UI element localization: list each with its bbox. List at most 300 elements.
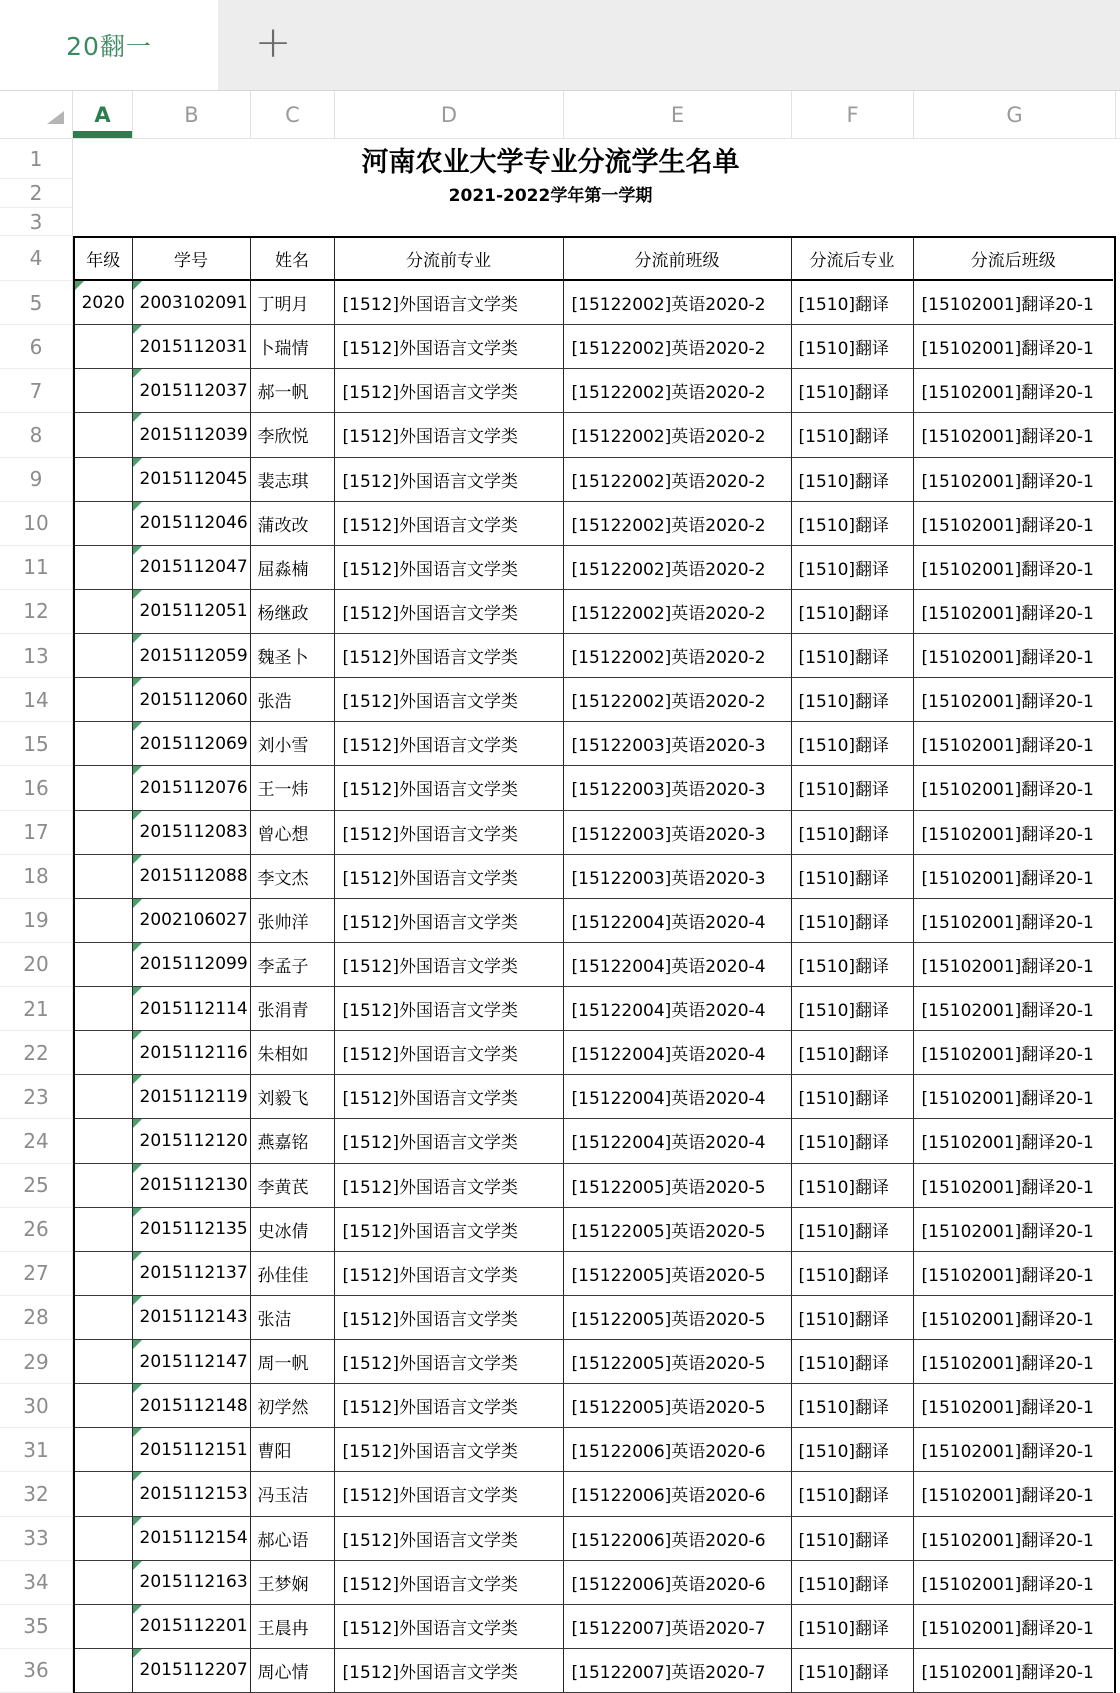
cell-grade[interactable] bbox=[75, 943, 133, 987]
cell-before-major[interactable]: [1512]外国语言文学类 bbox=[335, 325, 564, 369]
cell-after-major[interactable]: [1510]翻译 bbox=[792, 1340, 914, 1384]
cell-before-class[interactable]: [15122005]英语2020-5 bbox=[564, 1252, 792, 1296]
row-number-3[interactable]: 3 bbox=[0, 208, 72, 236]
cell-before-class[interactable]: [15122002]英语2020-2 bbox=[564, 413, 792, 457]
row-number-21[interactable]: 21 bbox=[0, 987, 72, 1031]
cell-after-class[interactable]: [15102001]翻译20-1 bbox=[914, 1075, 1114, 1119]
cell-after-major[interactable]: [1510]翻译 bbox=[792, 1605, 914, 1649]
table-row bbox=[75, 590, 1114, 634]
cell-student-id[interactable]: 2015112116 bbox=[133, 1031, 251, 1075]
cell-before-class[interactable]: [15122002]英语2020-2 bbox=[564, 546, 792, 590]
cell-after-class[interactable]: [15102001]翻译20-1 bbox=[914, 1296, 1114, 1340]
cell-student-id[interactable]: 2015112201 bbox=[133, 1605, 251, 1649]
cell-after-major[interactable]: [1510]翻译 bbox=[792, 502, 914, 546]
cell-before-major[interactable]: [1512]外国语言文学类 bbox=[335, 678, 564, 722]
cell-name[interactable]: 李欣悦 bbox=[251, 413, 335, 457]
cell-student-id[interactable]: 2015112060 bbox=[133, 678, 251, 722]
cell-student-id[interactable]: 2015112153 bbox=[133, 1472, 251, 1516]
add-sheet-button[interactable] bbox=[218, 0, 328, 90]
cell-name[interactable]: 李黄芪 bbox=[251, 1164, 335, 1208]
stored-as-text-indicator-icon bbox=[133, 546, 142, 555]
cell-grade[interactable] bbox=[75, 369, 133, 413]
cell-name[interactable]: 裴志琪 bbox=[251, 458, 335, 502]
cell-after-major[interactable]: [1510]翻译 bbox=[792, 1296, 914, 1340]
cell-student-id[interactable]: 2015112088 bbox=[133, 855, 251, 899]
cell-after-class[interactable]: [15102001]翻译20-1 bbox=[914, 1428, 1114, 1472]
cell-name[interactable]: 屈淼楠 bbox=[251, 546, 335, 590]
row-number-2[interactable]: 2 bbox=[0, 179, 72, 208]
cell-after-class[interactable]: [15102001]翻译20-1 bbox=[914, 413, 1114, 457]
cell-student-id[interactable]: 2015112147 bbox=[133, 1340, 251, 1384]
cell-before-major[interactable]: [1512]外国语言文学类 bbox=[335, 1208, 564, 1252]
cell-before-major[interactable]: [1512]外国语言文学类 bbox=[335, 1428, 564, 1472]
cell-before-class[interactable]: [15122006]英语2020-6 bbox=[564, 1428, 792, 1472]
cell-after-class[interactable]: [15102001]翻译20-1 bbox=[914, 899, 1114, 943]
cell-grade[interactable] bbox=[75, 458, 133, 502]
cell-before-class[interactable]: [15122007]英语2020-7 bbox=[564, 1649, 792, 1693]
cell-after-major[interactable]: [1510]翻译 bbox=[792, 855, 914, 899]
cell-after-major[interactable]: [1510]翻译 bbox=[792, 722, 914, 766]
row-number-12[interactable]: 12 bbox=[0, 590, 72, 634]
cell-before-class[interactable]: [15122006]英语2020-6 bbox=[564, 1472, 792, 1516]
row-number-7[interactable]: 7 bbox=[0, 369, 72, 413]
row-number-5[interactable]: 5 bbox=[0, 281, 72, 325]
cell-before-class[interactable]: [15122005]英语2020-5 bbox=[564, 1384, 792, 1428]
cell-name[interactable]: 曾心想 bbox=[251, 811, 335, 855]
cell-after-major[interactable]: [1510]翻译 bbox=[792, 1075, 914, 1119]
cell-after-major[interactable]: [1510]翻译 bbox=[792, 1119, 914, 1163]
row-number-18[interactable]: 18 bbox=[0, 855, 72, 899]
cell-name[interactable]: 张浩 bbox=[251, 678, 335, 722]
row-number-35[interactable]: 35 bbox=[0, 1605, 72, 1649]
cell-after-class[interactable]: [15102001]翻译20-1 bbox=[914, 1208, 1114, 1252]
column-header-7[interactable]: 分流后班级 bbox=[914, 238, 1114, 281]
cell-grade[interactable] bbox=[75, 1340, 133, 1384]
cell-after-major[interactable]: [1510]翻译 bbox=[792, 458, 914, 502]
cell-before-class[interactable]: [15122002]英语2020-2 bbox=[564, 281, 792, 325]
empty-row-3[interactable] bbox=[73, 208, 1120, 236]
cell-name[interactable]: 孙佳佳 bbox=[251, 1252, 335, 1296]
cell-before-major[interactable]: [1512]外国语言文学类 bbox=[335, 590, 564, 634]
column-letter-A[interactable]: A bbox=[73, 91, 133, 138]
cell-student-id[interactable]: 2015112045 bbox=[133, 458, 251, 502]
cell-name[interactable]: 燕嘉铭 bbox=[251, 1119, 335, 1163]
cell-before-class[interactable]: [15122002]英语2020-2 bbox=[564, 678, 792, 722]
cell-before-class[interactable]: [15122004]英语2020-4 bbox=[564, 1119, 792, 1163]
cell-after-class[interactable]: [15102001]翻译20-1 bbox=[914, 325, 1114, 369]
cell-student-id[interactable]: 2015112114 bbox=[133, 987, 251, 1031]
cell-name[interactable]: 李文杰 bbox=[251, 855, 335, 899]
cell-name[interactable]: 王一炜 bbox=[251, 766, 335, 810]
cell-grade[interactable] bbox=[75, 1075, 133, 1119]
cell-after-class[interactable]: [15102001]翻译20-1 bbox=[914, 458, 1114, 502]
table-row bbox=[75, 1075, 1114, 1119]
cell-grade[interactable] bbox=[75, 1296, 133, 1340]
cell-before-class[interactable]: [15122002]英语2020-2 bbox=[564, 458, 792, 502]
cell-after-major[interactable]: [1510]翻译 bbox=[792, 1252, 914, 1296]
table-body bbox=[75, 281, 1114, 1693]
stored-as-text-indicator-icon bbox=[133, 634, 142, 643]
cell-after-class[interactable]: [15102001]翻译20-1 bbox=[914, 1517, 1114, 1561]
select-all-triangle-icon bbox=[47, 111, 64, 124]
cell-student-id[interactable]: 2015112076 bbox=[133, 766, 251, 810]
cell-after-major[interactable]: [1510]翻译 bbox=[792, 987, 914, 1031]
column-header-4[interactable]: 分流前专业 bbox=[335, 238, 564, 281]
cell-name[interactable]: 李孟子 bbox=[251, 943, 335, 987]
cell-grade[interactable] bbox=[75, 855, 133, 899]
cell-after-major[interactable]: [1510]翻译 bbox=[792, 1384, 914, 1428]
cell-grade[interactable] bbox=[75, 1428, 133, 1472]
row-number-24[interactable]: 24 bbox=[0, 1119, 72, 1163]
row-number-11[interactable]: 11 bbox=[0, 546, 72, 590]
cell-after-major[interactable]: [1510]翻译 bbox=[792, 369, 914, 413]
cell-after-class[interactable]: [15102001]翻译20-1 bbox=[914, 987, 1114, 1031]
row-number-8[interactable]: 8 bbox=[0, 413, 72, 457]
cell-after-major[interactable]: [1510]翻译 bbox=[792, 899, 914, 943]
cell-before-major[interactable]: [1512]外国语言文学类 bbox=[335, 281, 564, 325]
cell-before-major[interactable]: [1512]外国语言文学类 bbox=[335, 369, 564, 413]
cell-name[interactable]: 朱相如 bbox=[251, 1031, 335, 1075]
cell-grade[interactable] bbox=[75, 1252, 133, 1296]
cell-before-class[interactable]: [15122007]英语2020-7 bbox=[564, 1605, 792, 1649]
cell-before-class[interactable]: [15122002]英语2020-2 bbox=[564, 369, 792, 413]
cell-before-class[interactable]: [15122004]英语2020-4 bbox=[564, 899, 792, 943]
row-number-36[interactable]: 36 bbox=[0, 1649, 72, 1693]
row-number-26[interactable]: 26 bbox=[0, 1208, 72, 1252]
cell-before-class[interactable]: [15122006]英语2020-6 bbox=[564, 1517, 792, 1561]
cell-name[interactable]: 初学然 bbox=[251, 1384, 335, 1428]
cell-grade[interactable] bbox=[75, 1472, 133, 1516]
column-header-5[interactable]: 分流前班级 bbox=[564, 238, 792, 281]
cell-grade[interactable] bbox=[75, 899, 133, 943]
cell-student-id[interactable]: 2015112137 bbox=[133, 1252, 251, 1296]
cell-after-major[interactable]: [1510]翻译 bbox=[792, 590, 914, 634]
cell-after-major[interactable]: [1510]翻译 bbox=[792, 1561, 914, 1605]
cell-after-major[interactable]: [1510]翻译 bbox=[792, 1428, 914, 1472]
cell-after-class[interactable]: [15102001]翻译20-1 bbox=[914, 502, 1114, 546]
cell-name[interactable]: 魏圣卜 bbox=[251, 634, 335, 678]
cell-after-class[interactable]: [15102001]翻译20-1 bbox=[914, 766, 1114, 810]
cell-before-major[interactable]: [1512]外国语言文学类 bbox=[335, 1119, 564, 1163]
cell-student-id[interactable]: 2015112120 bbox=[133, 1119, 251, 1163]
select-all-corner[interactable] bbox=[0, 91, 73, 138]
cell-before-class[interactable]: [15122002]英语2020-2 bbox=[564, 590, 792, 634]
cell-after-major[interactable]: [1510]翻译 bbox=[792, 1517, 914, 1561]
cell-student-id[interactable]: 2003102091 bbox=[133, 281, 251, 325]
cell-grade[interactable] bbox=[75, 1517, 133, 1561]
cell-after-class[interactable]: [15102001]翻译20-1 bbox=[914, 546, 1114, 590]
cell-before-major[interactable]: [1512]外国语言文学类 bbox=[335, 634, 564, 678]
stored-as-text-indicator-icon bbox=[133, 1605, 142, 1614]
cell-after-major[interactable]: [1510]翻译 bbox=[792, 281, 914, 325]
column-header-1[interactable]: 年级 bbox=[75, 238, 133, 281]
row-number-13[interactable]: 13 bbox=[0, 634, 72, 678]
cell-name[interactable]: 郝心语 bbox=[251, 1517, 335, 1561]
cell-after-class[interactable]: [15102001]翻译20-1 bbox=[914, 1649, 1114, 1693]
column-header-3[interactable]: 姓名 bbox=[251, 238, 335, 281]
stored-as-text-indicator-icon bbox=[133, 413, 142, 422]
column-letter-F[interactable]: F bbox=[792, 91, 914, 138]
cell-name[interactable]: 王梦娴 bbox=[251, 1561, 335, 1605]
table-row bbox=[75, 1208, 1114, 1252]
cell-before-class[interactable]: [15122004]英语2020-4 bbox=[564, 943, 792, 987]
cell-student-id[interactable]: 2015112119 bbox=[133, 1075, 251, 1119]
row-number-31[interactable]: 31 bbox=[0, 1428, 72, 1472]
cell-after-class[interactable]: [15102001]翻译20-1 bbox=[914, 1384, 1114, 1428]
cell-name[interactable]: 王晨冉 bbox=[251, 1605, 335, 1649]
cell-grade[interactable] bbox=[75, 1208, 133, 1252]
cell-before-major[interactable]: [1512]外国语言文学类 bbox=[335, 1605, 564, 1649]
column-letter-D[interactable]: D bbox=[335, 91, 564, 138]
cell-grade[interactable] bbox=[75, 766, 133, 810]
cell-before-major[interactable]: [1512]外国语言文学类 bbox=[335, 943, 564, 987]
stored-as-text-indicator-icon bbox=[75, 281, 84, 290]
stored-as-text-indicator-icon bbox=[133, 1119, 142, 1128]
cell-after-major[interactable]: [1510]翻译 bbox=[792, 634, 914, 678]
cell-grade[interactable] bbox=[75, 502, 133, 546]
cell-after-class[interactable]: [15102001]翻译20-1 bbox=[914, 811, 1114, 855]
cell-before-class[interactable]: [15122003]英语2020-3 bbox=[564, 722, 792, 766]
column-header-2[interactable]: 学号 bbox=[133, 238, 251, 281]
sheet-subtitle-cell[interactable] bbox=[73, 179, 1120, 208]
row-number-27[interactable]: 27 bbox=[0, 1252, 72, 1296]
cell-before-major[interactable]: [1512]外国语言文学类 bbox=[335, 1252, 564, 1296]
cell-before-major[interactable]: [1512]外国语言文学类 bbox=[335, 1517, 564, 1561]
cell-after-class[interactable]: [15102001]翻译20-1 bbox=[914, 1605, 1114, 1649]
row-number-17[interactable]: 17 bbox=[0, 811, 72, 855]
cell-after-major[interactable]: [1510]翻译 bbox=[792, 1472, 914, 1516]
cell-before-class[interactable]: [15122005]英语2020-5 bbox=[564, 1164, 792, 1208]
cell-before-major[interactable]: [1512]外国语言文学类 bbox=[335, 899, 564, 943]
cell-name[interactable]: 刘毅飞 bbox=[251, 1075, 335, 1119]
cell-name[interactable]: 郝一帆 bbox=[251, 369, 335, 413]
cell-after-class[interactable]: [15102001]翻译20-1 bbox=[914, 943, 1114, 987]
cell-before-major[interactable]: [1512]外国语言文学类 bbox=[335, 1031, 564, 1075]
cell-grade[interactable] bbox=[75, 325, 133, 369]
cell-after-class[interactable]: [15102001]翻译20-1 bbox=[914, 855, 1114, 899]
sheet-tab-active[interactable] bbox=[0, 0, 218, 90]
cell-student-id[interactable]: 2015112059 bbox=[133, 634, 251, 678]
cell-after-major[interactable]: [1510]翻译 bbox=[792, 325, 914, 369]
cell-after-class[interactable]: [15102001]翻译20-1 bbox=[914, 722, 1114, 766]
cell-grade[interactable] bbox=[75, 1119, 133, 1163]
row-number-28[interactable]: 28 bbox=[0, 1296, 72, 1340]
cell-student-id[interactable]: 2015112135 bbox=[133, 1208, 251, 1252]
cell-name[interactable]: 张涓青 bbox=[251, 987, 335, 1031]
cell-name[interactable]: 曹阳 bbox=[251, 1428, 335, 1472]
cell-grade[interactable] bbox=[75, 590, 133, 634]
cell-before-class[interactable]: [15122002]英语2020-2 bbox=[564, 634, 792, 678]
cell-grade[interactable] bbox=[75, 546, 133, 590]
column-header-strip bbox=[0, 91, 1120, 139]
column-letters bbox=[73, 91, 1116, 138]
cell-grade[interactable] bbox=[75, 1605, 133, 1649]
cell-grade[interactable]: 2020 bbox=[75, 281, 133, 325]
cell-after-major[interactable]: [1510]翻译 bbox=[792, 1164, 914, 1208]
cell-before-major[interactable]: [1512]外国语言文学类 bbox=[335, 1384, 564, 1428]
cell-before-class[interactable]: [15122004]英语2020-4 bbox=[564, 1075, 792, 1119]
table-row bbox=[75, 1605, 1114, 1649]
column-header-6[interactable]: 分流后专业 bbox=[792, 238, 914, 281]
cell-after-class[interactable]: [15102001]翻译20-1 bbox=[914, 634, 1114, 678]
cell-before-major[interactable]: [1512]外国语言文学类 bbox=[335, 458, 564, 502]
cell-before-major[interactable]: [1512]外国语言文学类 bbox=[335, 546, 564, 590]
column-letter-E[interactable]: E bbox=[564, 91, 792, 138]
cell-grade[interactable] bbox=[75, 413, 133, 457]
cell-before-class[interactable]: [15122004]英语2020-4 bbox=[564, 1031, 792, 1075]
cell-name[interactable]: 张洁 bbox=[251, 1296, 335, 1340]
row-number-6[interactable]: 6 bbox=[0, 325, 72, 369]
row-number-9[interactable]: 9 bbox=[0, 458, 72, 502]
cell-grade[interactable] bbox=[75, 1561, 133, 1605]
row-number-32[interactable]: 32 bbox=[0, 1472, 72, 1516]
row-number-34[interactable]: 34 bbox=[0, 1561, 72, 1605]
cell-student-id[interactable]: 2015112047 bbox=[133, 546, 251, 590]
cell-student-id[interactable]: 2015112130 bbox=[133, 1164, 251, 1208]
row-number-14[interactable]: 14 bbox=[0, 678, 72, 722]
cell-before-major[interactable]: [1512]外国语言文学类 bbox=[335, 987, 564, 1031]
cell-before-class[interactable]: [15122005]英语2020-5 bbox=[564, 1208, 792, 1252]
table-row bbox=[75, 325, 1114, 369]
row-number-15[interactable]: 15 bbox=[0, 722, 72, 766]
cell-before-class[interactable]: [15122003]英语2020-3 bbox=[564, 766, 792, 810]
cell-student-id[interactable]: 2015112151 bbox=[133, 1428, 251, 1472]
row-number-33[interactable]: 33 bbox=[0, 1517, 72, 1561]
cell-student-id[interactable]: 2015112163 bbox=[133, 1561, 251, 1605]
table-row bbox=[75, 1340, 1114, 1384]
cell-before-major[interactable]: [1512]外国语言文学类 bbox=[335, 413, 564, 457]
cell-name[interactable]: 周心情 bbox=[251, 1649, 335, 1693]
cell-before-major[interactable]: [1512]外国语言文学类 bbox=[335, 811, 564, 855]
cell-after-class[interactable]: [15102001]翻译20-1 bbox=[914, 1252, 1114, 1296]
cell-student-id[interactable]: 2015112148 bbox=[133, 1384, 251, 1428]
cell-student-id[interactable]: 2015112099 bbox=[133, 943, 251, 987]
cell-grade[interactable] bbox=[75, 1164, 133, 1208]
cell-before-major[interactable]: [1512]外国语言文学类 bbox=[335, 766, 564, 810]
cell-before-major[interactable]: [1512]外国语言文学类 bbox=[335, 1649, 564, 1693]
cell-before-major[interactable]: [1512]外国语言文学类 bbox=[335, 1075, 564, 1119]
column-letter-B[interactable]: B bbox=[133, 91, 251, 138]
cell-grade[interactable] bbox=[75, 634, 133, 678]
cell-grade[interactable] bbox=[75, 811, 133, 855]
row-number-30[interactable]: 30 bbox=[0, 1384, 72, 1428]
cell-grade[interactable] bbox=[75, 1031, 133, 1075]
cell-grade[interactable] bbox=[75, 678, 133, 722]
column-letter-G[interactable]: G bbox=[914, 91, 1116, 138]
cell-student-id[interactable]: 2015112069 bbox=[133, 722, 251, 766]
cell-after-major[interactable]: [1510]翻译 bbox=[792, 1649, 914, 1693]
cell-after-major[interactable]: [1510]翻译 bbox=[792, 1031, 914, 1075]
row-number-23[interactable]: 23 bbox=[0, 1075, 72, 1119]
cell-before-major[interactable]: [1512]外国语言文学类 bbox=[335, 502, 564, 546]
cell-grade[interactable] bbox=[75, 722, 133, 766]
row-number-1[interactable]: 1 bbox=[0, 139, 72, 179]
stored-as-text-indicator-icon bbox=[133, 458, 142, 467]
row-number-29[interactable]: 29 bbox=[0, 1340, 72, 1384]
cell-student-id[interactable]: 2015112031 bbox=[133, 325, 251, 369]
cell-after-class[interactable]: [15102001]翻译20-1 bbox=[914, 590, 1114, 634]
row-number-22[interactable]: 22 bbox=[0, 1031, 72, 1075]
cell-name[interactable]: 刘小雪 bbox=[251, 722, 335, 766]
cell-name[interactable]: 蒲改改 bbox=[251, 502, 335, 546]
cell-after-class[interactable]: [15102001]翻译20-1 bbox=[914, 1164, 1114, 1208]
cell-before-class[interactable]: [15122005]英语2020-5 bbox=[564, 1296, 792, 1340]
row-number-16[interactable]: 16 bbox=[0, 766, 72, 810]
cell-after-major[interactable]: [1510]翻译 bbox=[792, 678, 914, 722]
cell-after-class[interactable]: [15102001]翻译20-1 bbox=[914, 678, 1114, 722]
cell-before-major[interactable]: [1512]外国语言文学类 bbox=[335, 1296, 564, 1340]
cell-student-id[interactable]: 2015112143 bbox=[133, 1296, 251, 1340]
cell-student-id[interactable]: 2015112083 bbox=[133, 811, 251, 855]
cell-before-class[interactable]: [15122004]英语2020-4 bbox=[564, 987, 792, 1031]
sheet-title-cell[interactable] bbox=[73, 139, 1120, 179]
cell-after-class[interactable]: [15102001]翻译20-1 bbox=[914, 1472, 1114, 1516]
cell-before-major[interactable]: [1512]外国语言文学类 bbox=[335, 1561, 564, 1605]
cell-student-id[interactable]: 2015112154 bbox=[133, 1517, 251, 1561]
table-row bbox=[75, 634, 1114, 678]
cell-student-id[interactable]: 2015112051 bbox=[133, 590, 251, 634]
cell-grade[interactable] bbox=[75, 987, 133, 1031]
cell-after-major[interactable]: [1510]翻译 bbox=[792, 943, 914, 987]
cell-name[interactable]: 史冰倩 bbox=[251, 1208, 335, 1252]
cell-after-class[interactable]: [15102001]翻译20-1 bbox=[914, 281, 1114, 325]
cell-name[interactable]: 杨继政 bbox=[251, 590, 335, 634]
row-number-19[interactable]: 19 bbox=[0, 899, 72, 943]
cell-after-major[interactable]: [1510]翻译 bbox=[792, 413, 914, 457]
cell-student-id[interactable]: 2002106027 bbox=[133, 899, 251, 943]
cell-name[interactable]: 张帅洋 bbox=[251, 899, 335, 943]
column-letter-C[interactable]: C bbox=[251, 91, 335, 138]
cell-name[interactable]: 周一帆 bbox=[251, 1340, 335, 1384]
cell-before-major[interactable]: [1512]外国语言文学类 bbox=[335, 1164, 564, 1208]
sheet-tab-label: 20翻一 bbox=[66, 32, 152, 61]
row-number-20[interactable]: 20 bbox=[0, 943, 72, 987]
cell-before-class[interactable]: [15122005]英语2020-5 bbox=[564, 1340, 792, 1384]
cell-before-major[interactable]: [1512]外国语言文学类 bbox=[335, 1472, 564, 1516]
cell-after-major[interactable]: [1510]翻译 bbox=[792, 1208, 914, 1252]
cell-after-class[interactable]: [15102001]翻译20-1 bbox=[914, 1119, 1114, 1163]
cell-grade[interactable] bbox=[75, 1384, 133, 1428]
cell-before-class[interactable]: [15122003]英语2020-3 bbox=[564, 811, 792, 855]
row-number-25[interactable]: 25 bbox=[0, 1164, 72, 1208]
cell-before-class[interactable]: [15122006]英语2020-6 bbox=[564, 1561, 792, 1605]
cell-after-class[interactable]: [15102001]翻译20-1 bbox=[914, 1340, 1114, 1384]
cell-name[interactable]: 丁明月 bbox=[251, 281, 335, 325]
cell-before-major[interactable]: [1512]外国语言文学类 bbox=[335, 1340, 564, 1384]
cell-after-class[interactable]: [15102001]翻译20-1 bbox=[914, 1031, 1114, 1075]
cell-after-major[interactable]: [1510]翻译 bbox=[792, 811, 914, 855]
cell-after-class[interactable]: [15102001]翻译20-1 bbox=[914, 369, 1114, 413]
row-number-4[interactable]: 4 bbox=[0, 236, 72, 281]
cell-student-id[interactable]: 2015112046 bbox=[133, 502, 251, 546]
cell-before-major[interactable]: [1512]外国语言文学类 bbox=[335, 722, 564, 766]
cell-student-id[interactable]: 2015112039 bbox=[133, 413, 251, 457]
cell-after-class[interactable]: [15102001]翻译20-1 bbox=[914, 1561, 1114, 1605]
cell-grade[interactable] bbox=[75, 1649, 133, 1693]
cell-name[interactable]: 冯玉洁 bbox=[251, 1472, 335, 1516]
row-number-10[interactable]: 10 bbox=[0, 502, 72, 546]
cell-after-major[interactable]: [1510]翻译 bbox=[792, 546, 914, 590]
cell-before-class[interactable]: [15122002]英语2020-2 bbox=[564, 325, 792, 369]
stored-as-text-indicator-icon bbox=[133, 811, 142, 820]
cell-after-major[interactable]: [1510]翻译 bbox=[792, 766, 914, 810]
cell-before-class[interactable]: [15122003]英语2020-3 bbox=[564, 855, 792, 899]
cell-before-major[interactable]: [1512]外国语言文学类 bbox=[335, 855, 564, 899]
cell-student-id[interactable]: 2015112207 bbox=[133, 1649, 251, 1693]
cell-student-id[interactable]: 2015112037 bbox=[133, 369, 251, 413]
cell-name[interactable]: 卜瑞情 bbox=[251, 325, 335, 369]
cell-before-class[interactable]: [15122002]英语2020-2 bbox=[564, 502, 792, 546]
